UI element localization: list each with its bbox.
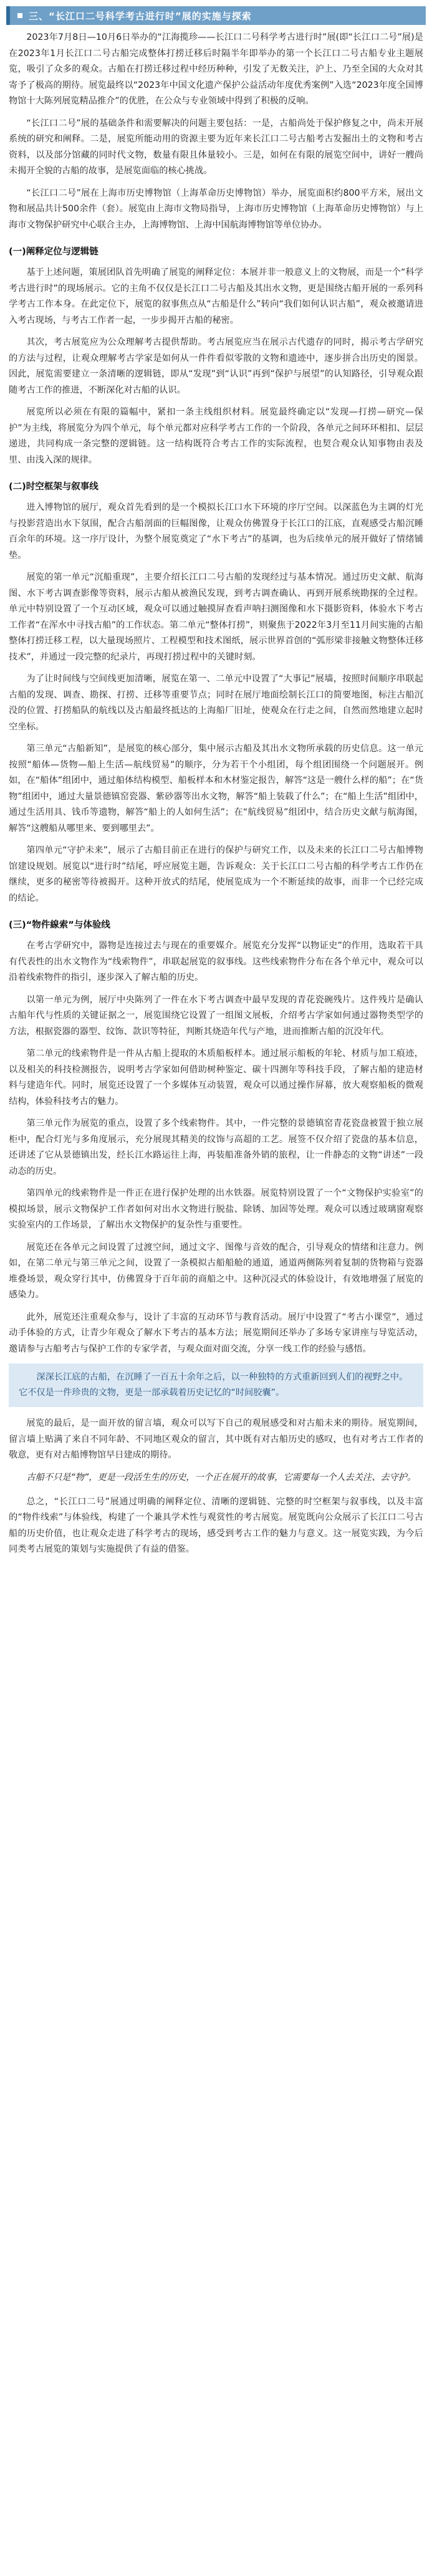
paragraph: 展览的最后，是一面开放的留言墙，观众可以写下自己的观展感受和对古船未来的期待。展览期间，留言墙上贴满了来自不同年龄、不同地区观众的留言，其中既有对古船历史的感叹，也有对考古工作者的敬意，更有对古船博物馆早日建成的期待。 xyxy=(9,1418,423,1460)
paragraph: 展览所以必须在有限的篇幅中，紧扣一条主线组织材料。展览最终确定以“发现—打捞—研究—保护”为主线，将展览分为四个单元，每个单元都对应科学考古工作的一个阶段，各单元之间环环相扣、层层递进，共同构成一条完整的逻辑链。这一结构既符合考古工作的实际流程，也契合观众认知事物由表及里、由浅入深的规律。 xyxy=(9,407,423,465)
section-banner xyxy=(6,6,426,25)
paragraph: 2023年7月8日—10月6日举办的“江海揽珍——长江口二号科学考古进行时”展(即“长江口二号”展)是在2023年1月长江口二号古船完成整体打捞迁移后时隔半年即举办的第一个长江口二号古船专业主题展览，吸引了众多的观众。古船在打捞迁移过程中经历种种，引发了无数关注，沪上、乃至全国的大众对其寄予了极高的期待。展览最终以“2023年中国文化遗产保护公益活动年度优秀案例”入选“2023年度全国博物馆十大陈列展览精品推介”的优胜，在公众与专业领域中得到了积极的反响。 xyxy=(9,32,423,106)
paragraph: 第三单元“古船新知”，是展览的核心部分，集中展示古船及其出水文物所承载的历史信息。这一单元按照“船体—货物—船上生活—航线贸易”的顺序，分为若干个小组团，每个组团围绕一个问题展开。例如，在“船体”组团中，通过船体结构模型、船板样本和木材鉴定报告，解答“这是一艘什么样的船”；在“货物”组团中，通过大量景德镇窑瓷器、紫砂器等出水文物，解答“船上装载了什么”；在“船上生活”组团中，通过生活用具、钱币等遗物，解答“船上的人如何生活”；在“航线贸易”组团中，结合历史文献与航海图，解答“这艘船从哪里来、要到哪里去”。 xyxy=(9,744,423,834)
subsection-heading: (三)“物件線索”与体验线 xyxy=(9,920,110,930)
subsection-heading: (一)阐释定位与逻辑链 xyxy=(9,247,98,257)
italic-quote: 古船不只是“物”，更是一段活生生的历史，一个正在展开的故事，它需要每一个人去关注、去守护。 xyxy=(26,1472,416,1483)
section-title: 三、“长江口二号科学考古进行时”展的实施与探索 xyxy=(29,10,252,22)
paragraph: 总之，“长江口二号”展通过明确的阐释定位、清晰的逻辑链、完整的时空框架与叙事线，以及丰富的“物件线索”与体验线，构建了一个兼具学术性与观赏性的考古展览。展览既向公众展示了长江口二号古船的历史价值，也让观众走进了科学考古的现场，感受到考古工作的魅力与意义。这一展览实践，为今后同类考古展览的策划与实施提供了有益的借鉴。 xyxy=(9,1496,423,1554)
paragraph: “长江口二号”展在上海市历史博物馆（上海革命历史博物馆）举办，展览面积约800平方米，展出文物和展品共计500余件（套）。展览由上海市文物局指导，上海市历史博物馆（上海革命历史博物馆）与上海市文物保护研究中心联合主办，上海博物馆、上海中国航海博物馆等单位协办。 xyxy=(9,188,423,230)
paragraph: 展览还在各单元之间设置了过渡空间，通过文字、图像与音效的配合，引导观众的情绪和注意力。例如，在第二单元与第三单元之间，设置了一条模拟古船船舱的通道，通道两侧陈列着复制的货物箱与瓷器堆叠场景，观众穿行其中，仿佛置身于百年前的商船之中。这种沉浸式的体验设计，有效地增强了展览的感染力。 xyxy=(9,1242,423,1300)
paragraph: 其次，考古展览应为公众理解考古提供帮助。考古展览应当在展示古代遗存的同时，揭示考古学研究的方法与过程，让观众理解考古学家是如何从一件件看似零散的文物和遗迹中，逐步拼合出历史的图景。因此，展览需要建立一条清晰的逻辑链，即从“发现”到“认识”再到“保护与展望”的认知路径，引导观众跟随考古工作的推进，不断深化对古船的认识。 xyxy=(9,337,423,395)
paragraph: 此外，展览还注重观众参与，设计了丰富的互动环节与教育活动。展厅中设置了“考古小课堂”，通过动手体验的方式，让青少年观众了解水下考古的基本方法；展览期间还举办了多场专家讲座与导览活动，邀请参与古船考古与保护工作的专家学者，与观众面对面交流，分享一线工作的经验与感悟。 xyxy=(9,1312,423,1354)
paragraph: 第三单元作为展览的重点，设置了多个线索物件。其中，一件完整的景德镇窑青花瓷盘被置于独立展柜中，配合灯光与多角度展示，充分展现其精美的纹饰与高超的工艺。展签不仅介绍了瓷盘的基本信息，还讲述了它从景德镇出发，经长江水路运往上海，再装船准备外销的旅程，让一件静态的文物“讲述”一段动态的历史。 xyxy=(9,1118,423,1176)
paragraph: “长江口二号”展的基础条件和需要解决的问题主要包括：一是，古船尚处于保护修复之中，尚未开展系统的研究和阐释。二是，展览所能动用的资源主要为近年来长江口二号古船考古发掘出土的文物和考古资料，以及部分馆藏的同时代文物，数量有限且体量较小。三是，如何在有限的展览空间中，讲好一艘尚未揭开全貌的古船的故事，是展览面临的核心挑战。 xyxy=(9,118,423,176)
paragraph: 展览的第一单元“沉船重现”，主要介绍长江口二号古船的发现经过与基本情况。通过历史文献、航海图、水下考古调查影像等资料，展示古船从被渔民发现，到考古调查确认、再到开展系统勘探的全过程。单元中特别设置了一个互动区域，观众可以通过触摸屏查看声呐扫测图像和水下摄影资料，体验水下考古工作者“在浑水中寻找古船”的工作状态。第二单元“整体打捞”，则聚焦于2022年3月至11月间实施的古船整体打捞迁移工程，以大量现场照片、工程模型和技术图纸，展示世界首创的“弧形梁非接触文物整体迁移技术”，并通过一段完整的纪录片，再现打捞过程中的关键时刻。 xyxy=(9,572,423,662)
subsection-heading: (二)时空框架与叙事线 xyxy=(9,482,98,492)
paragraph: 第四单元“守护未来”，展示了古船目前正在进行的保护与研究工作，以及未来的长江口二号古船博物馆建设规划。展览以“进行时”结尾，呼应展览主题，告诉观众：关于长江口二号古船的科学考古工作仍在继续，更多的秘密等待被揭开。这种开放式的结尾，使展览成为一个不断延续的故事，而非一个已经完成的结论。 xyxy=(9,845,423,903)
paragraph: 第四单元的线索物件是一件正在进行保护处理的出水铁器。展览特别设置了一个“文物保护实验室”的模拟场景，展示文物保护工作者如何对出水文物进行脱盐、除锈、加固等处理。观众可以透过玻璃窗观察实验室内的工作场景，了解出水文物保护的复杂性与重要性。 xyxy=(9,1188,423,1230)
article-content xyxy=(0,25,432,1558)
paragraph: 基于上述问题，策展团队首先明确了展览的阐释定位：本展并非一般意义上的文物展，而是一个“科学考古进行时”的现场展示。它的主角不仅仅是长江口二号古船及其出水文物，更是围绕古船开展的一系列科学考古工作本身。在此定位下，展览的叙事焦点从“古船是什么”转向“我们如何认识古船”，观众被邀请进入考古现场，与考古工作者一起，一步步揭开古船的秘密。 xyxy=(9,267,423,325)
paragraph: 第二单元的线索物件是一件从古船上提取的木质船板样本。通过展示船板的年轮、材质与加工痕迹，以及相关的科技检测报告，说明考古学家如何借助树种鉴定、碳十四测年等科技手段，了解古船的建造材料与建造年代。同时，展览还设置了一个多媒体互动装置，观众可以通过操作屏幕，放大观察船板的微观结构，体验科技考古的魅力。 xyxy=(9,1049,423,1107)
highlight-quote: 深深长江底的古船，在沉睡了一百五十余年之后，以一种独特的方式重新回到人们的视野之中。它不仅是一件珍贵的文物，更是一部承载着历史记忆的“时间胶囊”。 xyxy=(9,1363,423,1407)
paragraph: 在考古学研究中，器物是连接过去与现在的重要媒介。展览充分发挥“以物证史”的作用，选取若干具有代表性的出水文物作为“线索物件”，串联起展览的叙事线。这些线索物件分布在各个单元中，观众可以沿着线索物件的指引，逐步深入了解古船的历史。 xyxy=(9,941,423,983)
paragraph: 进入博物馆的展厅，观众首先看到的是一个模拟长江口水下环境的序厅空间。以深蓝色为主调的灯光与投影营造出水下氛围，配合古船剖面的巨幅图像，让观众仿佛置身于长江口的江底，直观感受古船沉睡百余年的环境。这一序厅设计，为整个展览奠定了“水下考古”的基调，也为后续单元的展开做好了情绪铺垫。 xyxy=(9,502,423,560)
paragraph: 为了让时间线与空间线更加清晰，展览在第一、二单元中设置了“大事记”展墙，按照时间顺序串联起古船的发现、调查、勘探、打捞、迁移等重要节点；同时在展厅地面绘制长江口的简要地图，标注古船沉没的位置、打捞船队的航线以及古船最终抵达的上海船厂旧址，使观众在行走之间，自然而然地建立起时空坐标。 xyxy=(9,674,423,732)
square-bullet-icon xyxy=(17,13,22,18)
paragraph: 以第一单元为例，展厅中央陈列了一件在水下考古调查中最早发现的青花瓷碗残片。这件残片是确认古船年代与性质的关键证据之一，展览围绕它设置了一组图文展板，介绍考古学家如何通过器物类型学的方法，根据瓷器的器型、纹饰、款识等特征，判断其烧造年代与产地，进而推断古船的沉没年代。 xyxy=(9,994,423,1037)
